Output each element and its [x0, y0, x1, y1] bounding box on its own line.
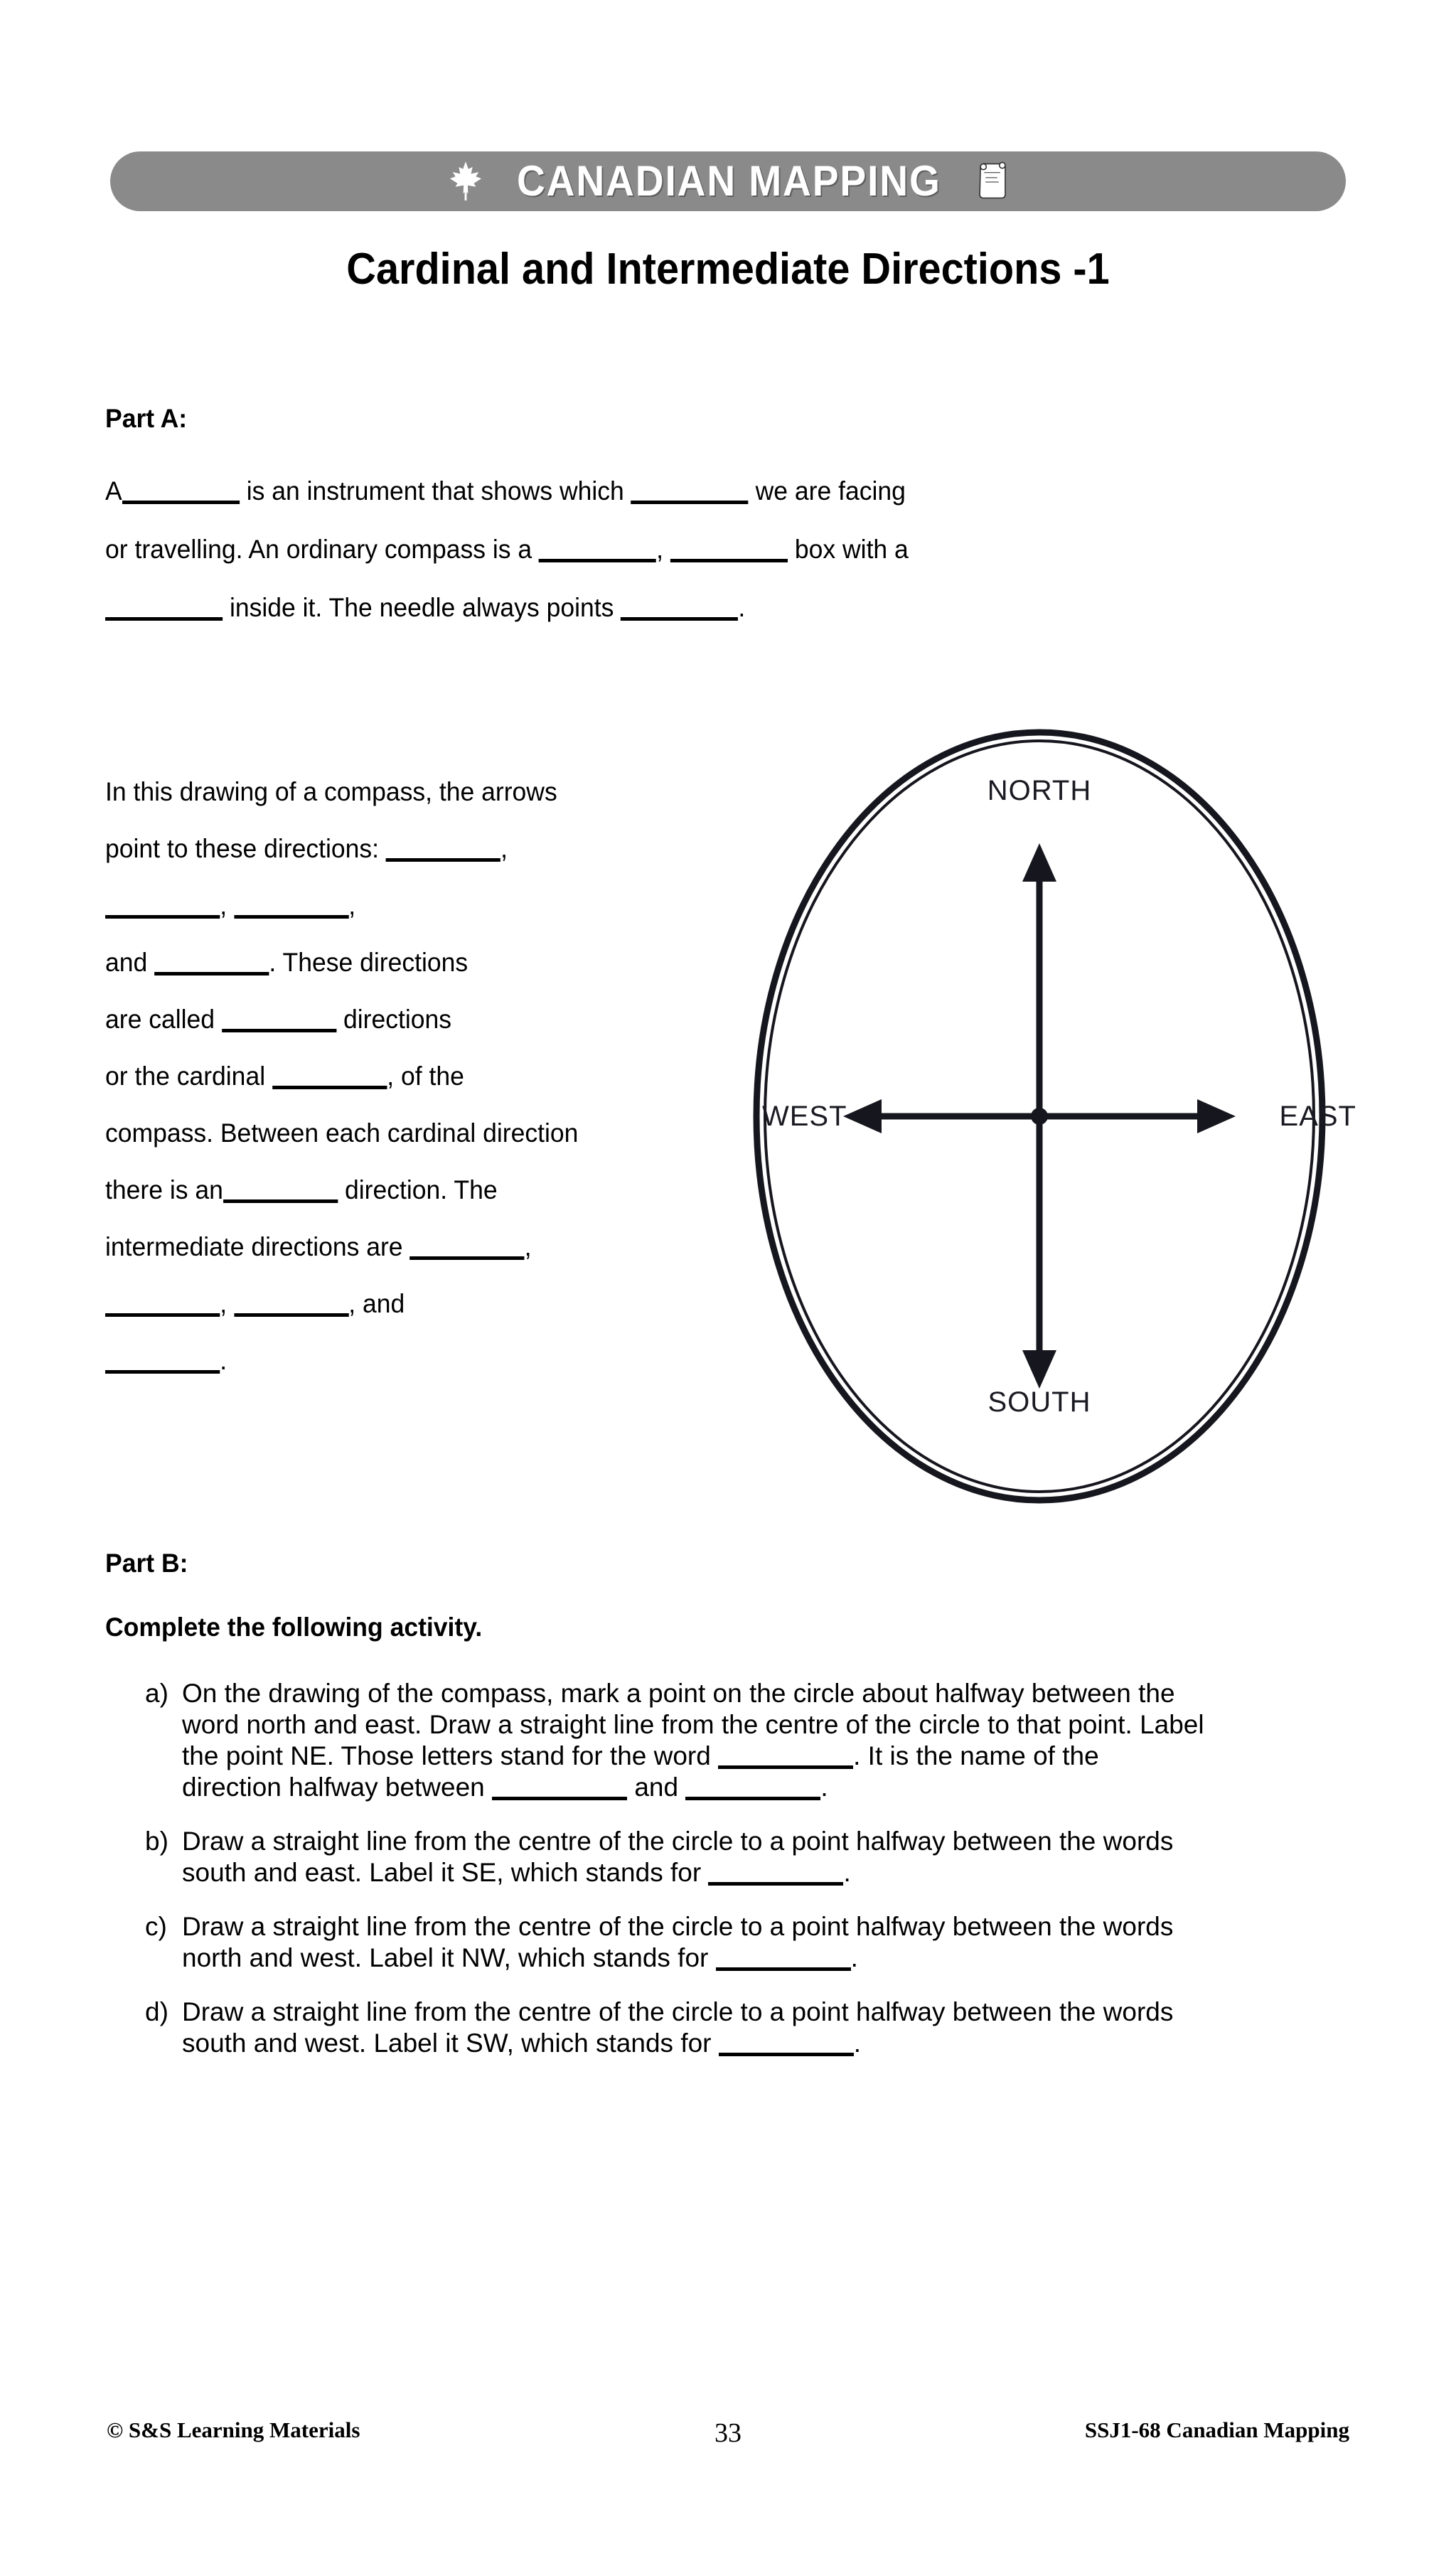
- part-a-label: Part A:: [105, 404, 188, 433]
- fill-blank[interactable]: [718, 1743, 853, 1769]
- compass-para-line: [105, 1006, 672, 1063]
- compass-para-text: ,: [524, 1232, 532, 1261]
- compass-para-text: In this drawing of a compass, the arrows: [105, 777, 557, 806]
- list-item-text-span: On the drawing of the compass, mark a point on the circle about halfway between the: [182, 1679, 1175, 1708]
- compass-para-text: there is an: [105, 1175, 223, 1204]
- compass-para-text: ,: [220, 1289, 228, 1318]
- fill-blank[interactable]: [410, 1234, 524, 1260]
- list-item-text-span: .: [853, 2029, 862, 2058]
- compass-para-text: , and: [348, 1289, 405, 1318]
- compass-para-line: [105, 1290, 672, 1347]
- list-item-text: [182, 1826, 1347, 1888]
- fill-blank[interactable]: [105, 1347, 220, 1374]
- list-item-text-span: Draw a straight line from the centre of the circle to a point halfway between the words: [182, 1827, 1174, 1856]
- compass-para-text: point to these directions:: [105, 834, 380, 863]
- fill-blank[interactable]: [122, 478, 240, 504]
- page-title: Cardinal and Intermediate Directions -1: [346, 245, 1110, 294]
- part-a-text: ,: [656, 535, 664, 564]
- list-item-text-span: .: [850, 1943, 858, 1972]
- compass-para-line: [105, 892, 672, 949]
- fill-blank[interactable]: [105, 594, 223, 621]
- compass-para-line: [105, 1063, 672, 1120]
- part-a-body: [105, 478, 1257, 653]
- compass-label-south: SOUTH: [987, 1386, 1091, 1418]
- compass-para-text: intermediate directions are: [105, 1232, 403, 1261]
- part-a-text: box with a: [794, 535, 909, 564]
- list-item-marker: a): [145, 1679, 168, 1708]
- scroll-icon: [975, 159, 1007, 203]
- compass-para-line: [105, 835, 672, 892]
- list-item-text-span: word north and east. Draw a straight line from the centre of the circle to that point. Label: [182, 1710, 1204, 1739]
- compass-para-line: [105, 1177, 672, 1234]
- compass-para-text: direction. The: [345, 1175, 498, 1204]
- compass-label-east: EAST: [1279, 1101, 1356, 1132]
- part-a-line-3: [105, 594, 1211, 653]
- fill-blank[interactable]: [716, 1945, 851, 1971]
- compass-para-text: .: [220, 1346, 228, 1375]
- list-item-line: [182, 1997, 1347, 2028]
- list-item-marker: b): [145, 1827, 168, 1856]
- part-a-text: inside it. The needle always points: [229, 593, 614, 622]
- list-item-line: [182, 2028, 1347, 2059]
- list-item-line: [182, 1709, 1347, 1741]
- list-item-line: [182, 1857, 1347, 1888]
- compass-para-line: [105, 949, 672, 1006]
- list-item-text-span: .: [820, 1773, 828, 1802]
- fill-blank[interactable]: [105, 1290, 220, 1317]
- part-b-list: [145, 1678, 1347, 2082]
- footer-copyright: © S&S Learning Materials: [107, 2417, 360, 2442]
- fill-blank[interactable]: [154, 949, 269, 976]
- list-item-line: [182, 1741, 1347, 1772]
- part-a-text: is an instrument that shows which: [246, 476, 624, 506]
- compass-para-line: [105, 779, 672, 835]
- part-a-line-1: [105, 478, 1211, 536]
- list-item-text-span: Draw a straight line from the centre of the circle to a point halfway between the words: [182, 1997, 1174, 2026]
- fill-blank[interactable]: [621, 594, 738, 621]
- part-a-text: .: [738, 593, 746, 622]
- list-item-text-span: and: [634, 1773, 679, 1802]
- list-item-marker: d): [145, 1997, 168, 2026]
- list-item-text: [182, 1678, 1347, 1803]
- compass-para-line: [105, 1234, 672, 1290]
- part-a-line-2: [105, 536, 1211, 594]
- list-item-text-span: the point NE. Those letters stand for the word: [182, 1741, 711, 1770]
- compass-label-west: WEST: [762, 1101, 847, 1132]
- compass-para-text: . These directions: [269, 948, 469, 977]
- fill-blank[interactable]: [234, 892, 348, 919]
- list-item-line: [182, 1911, 1347, 1942]
- fill-blank[interactable]: [222, 1006, 336, 1032]
- fill-blank[interactable]: [539, 536, 656, 562]
- header-banner: [110, 151, 1346, 211]
- compass-paragraph: [105, 779, 695, 1404]
- fill-blank[interactable]: [105, 892, 220, 919]
- list-item: [145, 1826, 1347, 1888]
- compass-para-text: , of the: [387, 1062, 464, 1091]
- list-item-text-span: . It is the name of the: [853, 1741, 1099, 1770]
- compass-para-text: directions: [343, 1005, 452, 1034]
- compass-para-line: [105, 1120, 672, 1177]
- fill-blank[interactable]: [708, 1859, 843, 1886]
- part-b-label: Part B:: [105, 1549, 188, 1578]
- compass-para-text: ,: [220, 891, 228, 920]
- list-item-text-span: north and west. Label it NW, which stands for: [182, 1943, 709, 1972]
- fill-blank[interactable]: [386, 835, 500, 862]
- list-item-text-span: south and west. Label it SW, which stands for: [182, 2029, 712, 2058]
- part-a-text: we are facing: [755, 476, 906, 506]
- compass-para-text: or the cardinal: [105, 1062, 266, 1091]
- fill-blank[interactable]: [631, 478, 749, 504]
- fill-blank[interactable]: [670, 536, 788, 562]
- compass-para-text: ,: [348, 891, 356, 920]
- list-item: [145, 1678, 1347, 1803]
- list-item-text: [182, 1997, 1347, 2059]
- compass-para-text: ,: [500, 834, 508, 863]
- fill-blank[interactable]: [234, 1290, 348, 1317]
- list-item-text-span: Draw a straight line from the centre of the circle to a point halfway between the words: [182, 1912, 1174, 1941]
- footer-page-number: 33: [714, 2418, 742, 2448]
- list-item-line: [182, 1678, 1347, 1709]
- list-item-text-span: .: [843, 1858, 851, 1887]
- compass-label-north: NORTH: [987, 775, 1092, 806]
- footer-product-code: SSJ1-68 Canadian Mapping: [1084, 2417, 1349, 2442]
- compass-para-text: compass. Between each cardinal direction: [105, 1118, 579, 1148]
- fill-blank[interactable]: [492, 1774, 627, 1800]
- fill-blank[interactable]: [719, 2030, 854, 2056]
- list-item-line: [182, 1826, 1347, 1857]
- fill-blank[interactable]: [223, 1177, 338, 1203]
- list-item-text-span: direction halfway between: [182, 1773, 485, 1802]
- compass-para-line: [105, 1347, 672, 1404]
- fill-blank[interactable]: [685, 1774, 820, 1800]
- list-item-line: [182, 1772, 1347, 1803]
- compass-para-text: and: [105, 948, 148, 977]
- part-a-text: or travelling. An ordinary compass is a: [105, 535, 532, 564]
- compass-diagram: [751, 724, 1356, 1509]
- list-item: [145, 1911, 1347, 1974]
- list-item-line: [182, 1942, 1347, 1974]
- part-a-text: A: [105, 476, 122, 506]
- maple-leaf-icon: [449, 161, 483, 202]
- fill-blank[interactable]: [272, 1063, 387, 1089]
- compass-para-text: are called: [105, 1005, 215, 1034]
- list-item-marker: c): [145, 1912, 167, 1941]
- banner-title: CANADIAN MAPPING: [516, 157, 941, 205]
- part-b-subtitle: Complete the following activity.: [105, 1613, 483, 1642]
- list-item: [145, 1997, 1347, 2059]
- list-item-text: [182, 1911, 1347, 1974]
- list-item-text-span: south and east. Label it SE, which stands for: [182, 1858, 702, 1887]
